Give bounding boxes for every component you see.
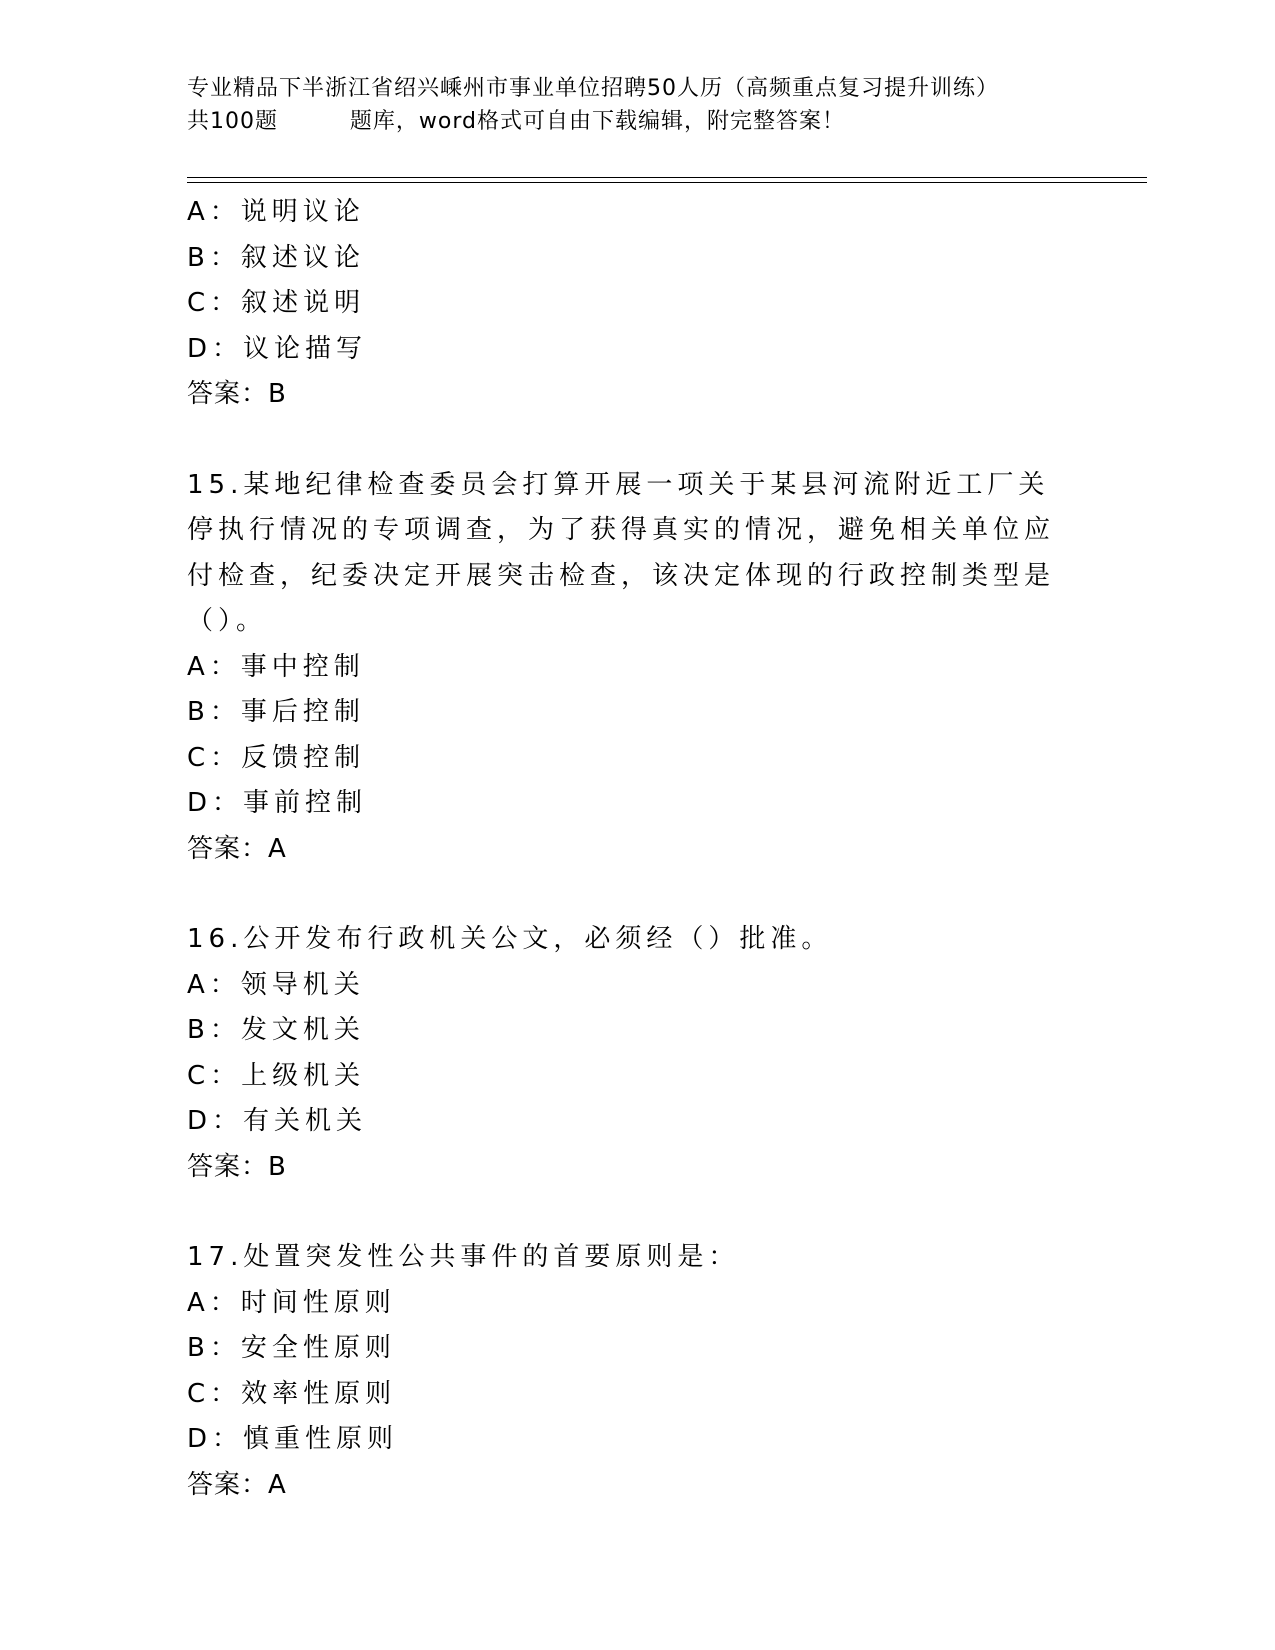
answer-line: 答案：B — [187, 379, 287, 409]
option-c: C：叙述说明 — [187, 288, 366, 318]
document-header — [187, 72, 1147, 138]
question-block-partial — [187, 190, 1087, 418]
option-b: B：发文机关 — [187, 1015, 365, 1045]
question-stem: 17.处置突发性公共事件的首要原则是： — [187, 1242, 740, 1272]
option-a: A：领导机关 — [187, 969, 365, 1000]
option-c: C：反馈控制 — [187, 742, 366, 773]
option-b: B：安全性原则 — [187, 1333, 396, 1363]
question-stem: 15.某地纪律检查委员会打算开展一项关于某县河流附近工厂关停执行情况的专项调查，为了获得真实的情况，避免相关单位应付检查，纪委决定开展突击检查，该决定体现的行政控制类型是（）。 — [187, 469, 1056, 636]
answer-line: 答案：B — [187, 1151, 287, 1182]
option-a: A：说明议论 — [187, 197, 365, 227]
question-15 — [187, 463, 1087, 873]
question-16 — [187, 917, 1087, 1190]
option-b: B：叙述议论 — [187, 242, 365, 273]
option-d: D：事前控制 — [187, 788, 368, 818]
header-title-line: 专业精品下半浙江省绍兴嵊州市事业单位招聘50人历（高频重点复习提升训练） — [187, 76, 999, 101]
option-b: B：事后控制 — [187, 697, 365, 727]
header-subtitle-line: 共100题 题库，word格式可自由下载编辑，附完整答案！ — [187, 109, 846, 134]
option-c: C：上级机关 — [187, 1060, 366, 1091]
question-17 — [187, 1235, 1087, 1508]
option-d: D：议论描写 — [187, 333, 368, 364]
option-a: A：时间性原则 — [187, 1287, 396, 1318]
header-double-rule — [187, 177, 1147, 183]
option-c: C：效率性原则 — [187, 1378, 397, 1409]
question-stem: 16.公开发布行政机关公文，必须经（）批准。 — [187, 924, 833, 954]
option-a: A：事中控制 — [187, 651, 365, 682]
answer-line: 答案：A — [187, 833, 287, 864]
option-d: D：有关机关 — [187, 1106, 368, 1136]
question-list — [187, 190, 1087, 1508]
option-d: D：慎重性原则 — [187, 1424, 399, 1454]
answer-line: 答案：A — [187, 1469, 287, 1500]
